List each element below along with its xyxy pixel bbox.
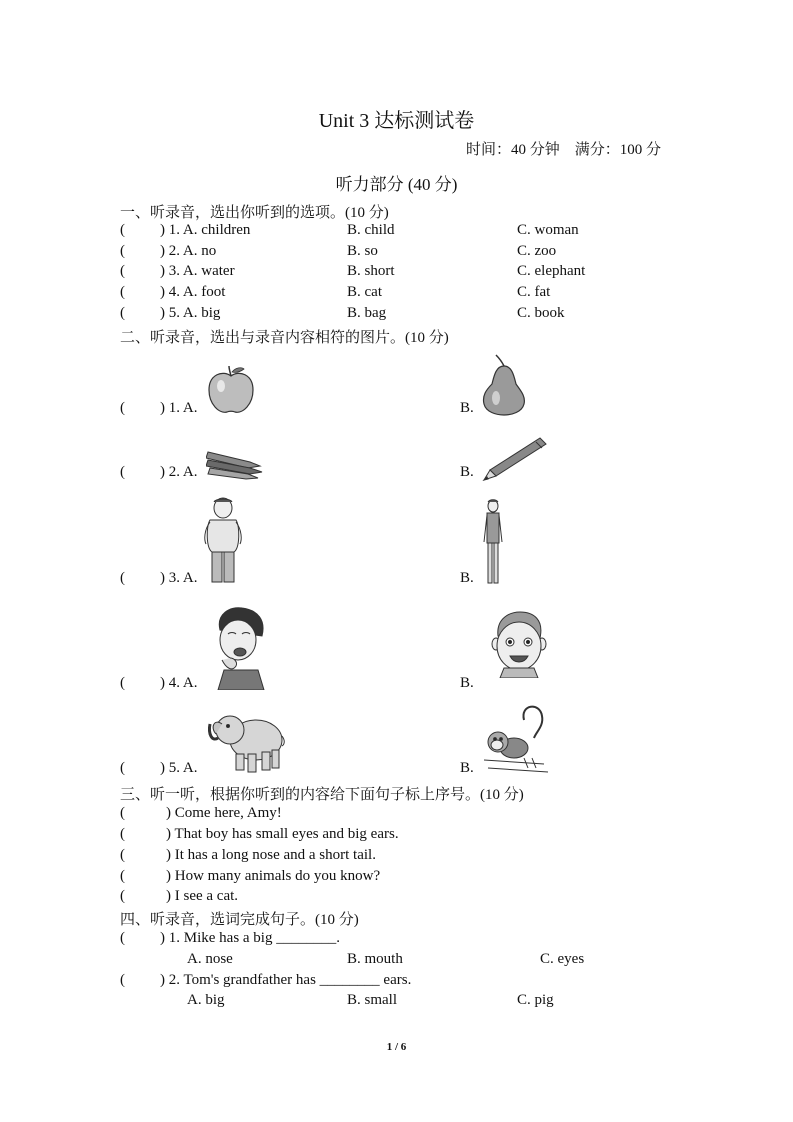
monkey-icon[interactable] xyxy=(484,702,550,774)
s1-row-4: ( ) 4. A. foot xyxy=(120,284,226,300)
fat-man-icon[interactable] xyxy=(202,496,244,586)
s3-item-5: ( ) I see a cat. xyxy=(120,888,239,904)
s2-row-5: ( ) 5. A. xyxy=(120,760,198,776)
s1-option-b: B. bag xyxy=(347,305,387,321)
s3-item-2: ( ) That boy has small eyes and big ears. xyxy=(120,826,399,842)
s4-option-c: C. pig xyxy=(517,992,554,1008)
pear-icon[interactable] xyxy=(480,354,528,416)
s1-row-3: ( ) 3. A. water xyxy=(120,263,235,279)
s3-item-1: ( ) Come here, Amy! xyxy=(120,805,282,821)
s3-item-4: ( ) How many animals do you know? xyxy=(120,868,381,884)
page-number: 1 / 6 xyxy=(386,1041,407,1053)
section2-heading: 二、听录音，选出与录音内容相符的图片。(10 分) xyxy=(120,330,449,346)
s2-option-b: B. xyxy=(460,464,474,480)
s2-option-b: B. xyxy=(460,760,474,776)
s1-row-2: ( ) 2. A. no xyxy=(120,243,217,259)
pencil-icon[interactable] xyxy=(482,436,548,482)
s4-option-b: B. mouth xyxy=(347,951,403,967)
s1-option-c: C. book xyxy=(517,305,565,321)
s2-option-b: B. xyxy=(460,570,474,586)
s1-row-5: ( ) 5. A. big xyxy=(120,305,221,321)
s4-option-c: C. eyes xyxy=(540,951,585,967)
section3-heading: 三、听一听，根据你听到的内容给下面句子标上序号。(10 分) xyxy=(120,787,524,803)
s1-option-b: B. so xyxy=(347,243,378,259)
s2-option-b: B. xyxy=(460,400,474,416)
s4-question-1: ( ) 1. Mike has a big ________. xyxy=(120,930,340,946)
s1-option-c: C. zoo xyxy=(517,243,557,259)
s2-row-3: ( ) 3. A. xyxy=(120,570,198,586)
s4-question-2: ( ) 2. Tom's grandfather has ________ ears. xyxy=(120,972,412,988)
s1-option-c: C. fat xyxy=(517,284,551,300)
smiling-boy-icon[interactable] xyxy=(490,610,548,678)
section4-heading: 四、听录音，选词完成句子。(10 分) xyxy=(120,912,359,928)
s1-option-c: C. woman xyxy=(517,222,579,238)
s1-option-c: C. elephant xyxy=(517,263,586,279)
s1-option-b: B. cat xyxy=(347,284,382,300)
elephant-icon[interactable] xyxy=(206,704,286,774)
section1-heading: 一、听录音，选出你听到的选项。(10 分) xyxy=(120,205,389,221)
s2-row-2: ( ) 2. A. xyxy=(120,464,198,480)
laughing-boy-icon[interactable] xyxy=(214,606,268,690)
s4-option-b: B. small xyxy=(347,992,398,1008)
s1-option-b: B. short xyxy=(347,263,395,279)
s4-option-a: A. big xyxy=(187,992,225,1008)
apple-icon[interactable] xyxy=(205,364,257,416)
thin-man-icon[interactable] xyxy=(480,498,506,588)
s1-option-b: B. child xyxy=(347,222,395,238)
s4-option-a: A. nose xyxy=(187,951,233,967)
s2-row-1: ( ) 1. A. xyxy=(120,400,198,416)
page-title: Unit 3 达标测试卷 xyxy=(318,110,475,132)
part-heading: 听力部分 (40 分) xyxy=(335,175,458,194)
crayons-icon[interactable] xyxy=(206,448,264,480)
s2-option-b: B. xyxy=(460,675,474,691)
time-info: 时间：40 分钟 满分：100 分 xyxy=(466,142,662,158)
s2-row-4: ( ) 4. A. xyxy=(120,675,198,691)
s3-item-3: ( ) It has a long nose and a short tail. xyxy=(120,847,376,863)
s1-row-1: ( ) 1. A. children xyxy=(120,222,251,238)
